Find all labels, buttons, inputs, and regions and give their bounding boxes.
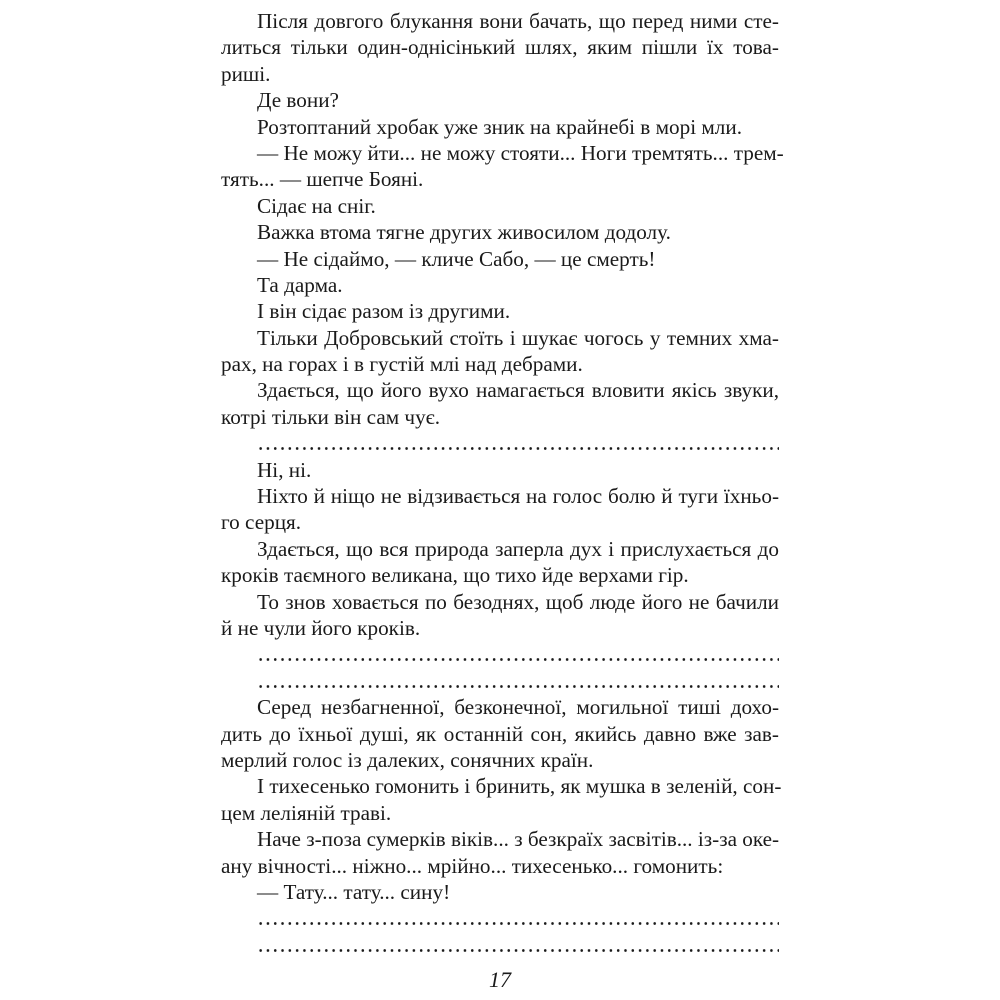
ellipsis-separator [221, 641, 779, 667]
text-line: То знов ховається по безоднях, щоб люде його не бачили [257, 589, 779, 614]
text-line: І він сідає разом із другими. [257, 299, 511, 324]
text-line: кроків таємного великана, що тихо йде верхами гір. [221, 563, 689, 588]
text-line: дить до їхньої душі, як останній сон, якийсь давно вже зав- [221, 721, 779, 746]
text-line: тять... — шепче Бояні. [221, 167, 424, 192]
text-line: го серця. [221, 510, 302, 535]
page-body [221, 8, 784, 958]
text-line: Важка втома тягне других живосилом додолу. [257, 220, 671, 245]
ellipsis-separator [221, 668, 779, 694]
text-line: рах, на горах і в густій млі над дебрами. [221, 352, 583, 377]
text-line: ану вічності... ніжно... мрійно... тихесенько... гомонить: [221, 853, 724, 878]
text-line: — Тату... тату... сину! [257, 879, 451, 904]
text-line: Ні, ні. [257, 457, 312, 482]
text-line: І тихесенько гомонить і бринить, як мушка в зеленій, сон- [257, 774, 782, 799]
text-line: риші. [221, 61, 271, 86]
text-line: литься тільки один-однісінький шлях, яким пішли їх това- [221, 35, 779, 60]
text-line: Серед незбагненної, безконечної, могильної тиші дохо- [257, 695, 779, 720]
text-line: Розтоптаний хробак уже зник на крайнебі в морі мли. [257, 114, 743, 139]
text-line: Здається, що вся природа заперла дух і прислухається до [257, 536, 779, 561]
text-line: мерлий голос із далеких, сонячних країн. [221, 747, 594, 772]
text-line: цем леліяній траві. [221, 800, 392, 825]
text-line: Де вони? [257, 88, 339, 113]
text-line: Тільки Добровський стоїть і шукає чогось у темних хма- [257, 325, 779, 350]
text-line: й не чули його кроків. [221, 615, 421, 640]
text-line: Ніхто й ніщо не відзивається на голос болю й туги їхньо- [257, 484, 779, 509]
text-line: Наче з-поза сумерків віків... з безкраїх засвітів... із-за оке- [257, 827, 780, 852]
text-line: Здається, що його вухо намагається вловити якісь звуки, [257, 378, 779, 403]
text-line: котрі тільки він сам чує. [221, 404, 441, 429]
page-number: 17 [489, 967, 511, 992]
ellipsis-separator [221, 430, 779, 456]
text-line: Після довгого блукання вони бачать, що перед ними сте- [257, 9, 779, 33]
text-line: Та дарма. [257, 272, 343, 297]
text-line: Сідає на сніг. [257, 193, 376, 218]
ellipsis-separator [221, 905, 779, 931]
ellipsis-separator [221, 932, 779, 958]
text-line: — Не сідаймо, — кличе Сабо, — це смерть! [257, 246, 656, 271]
text-line: — Не можу йти... не можу стояти... Ноги тремтять... трем- [257, 140, 784, 165]
